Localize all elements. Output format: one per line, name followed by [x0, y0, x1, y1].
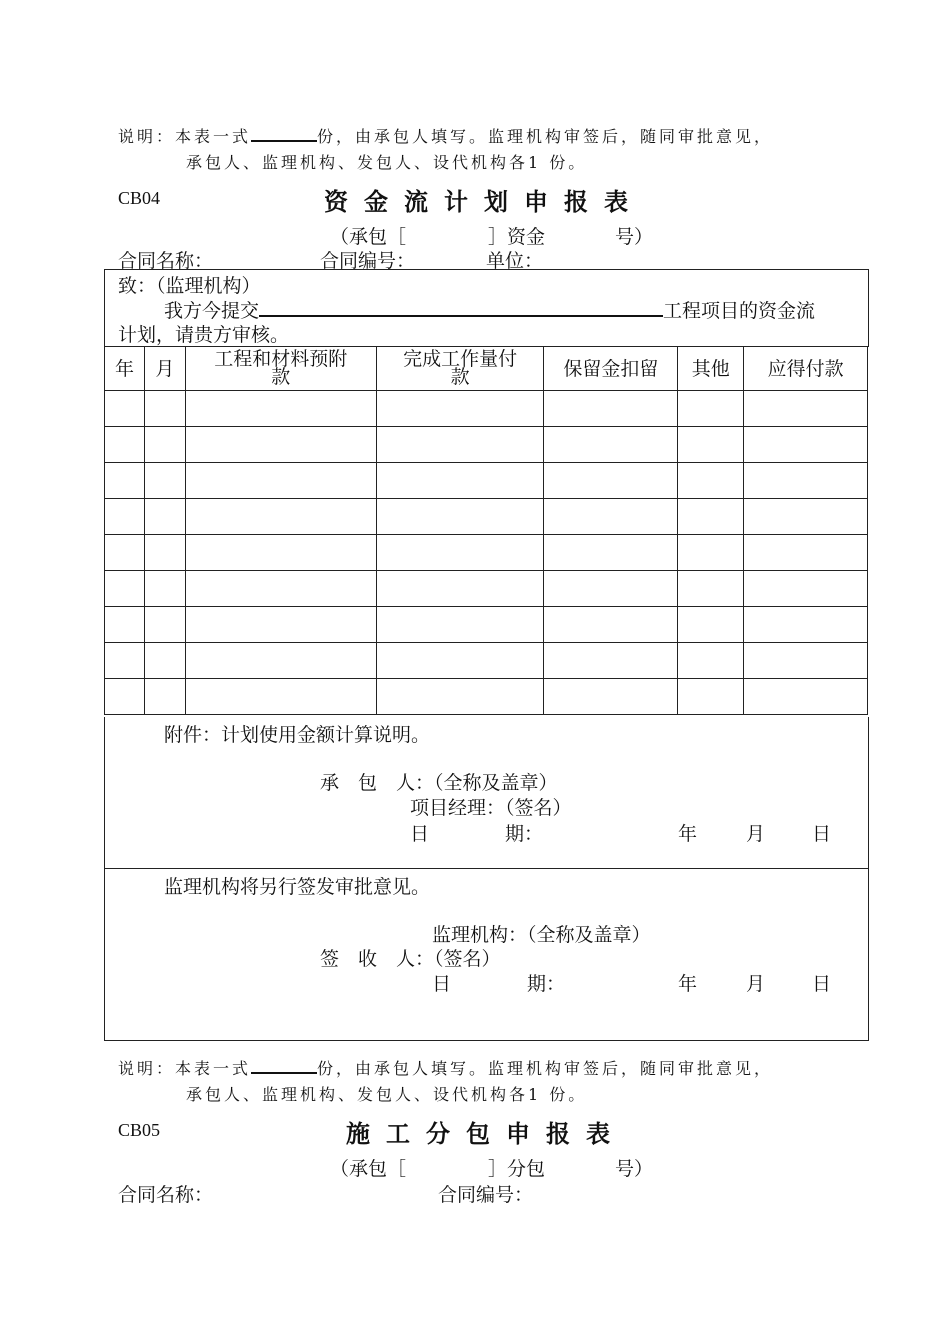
table-cell[interactable]	[544, 643, 678, 679]
col-payable: 应得付款	[744, 347, 868, 391]
table-cell[interactable]	[678, 571, 744, 607]
table-cell[interactable]	[144, 499, 185, 535]
table-cell[interactable]	[105, 679, 145, 715]
date2-month: 月	[746, 973, 766, 995]
table-cell[interactable]	[544, 607, 678, 643]
form-subtitle: （承包［ ］资金 号）	[330, 226, 654, 248]
table-row	[105, 571, 868, 607]
table-cell[interactable]	[544, 499, 678, 535]
table-cell[interactable]	[376, 571, 544, 607]
table-cell[interactable]	[105, 607, 145, 643]
attachment-note: 附件：计划使用金额计算说明。	[164, 724, 431, 746]
supervisor-note: 监理机构将另行签发审批意见。	[164, 876, 431, 898]
supervisor-label: 监理机构：（全称及盖章）	[432, 924, 651, 946]
date1-day: 日	[812, 823, 832, 845]
form2-subtitle: （承包［ ］分包 号）	[330, 1158, 654, 1180]
table-cell[interactable]	[144, 535, 185, 571]
table-cell[interactable]	[144, 679, 185, 715]
pm-label: 项目经理：（签名）	[410, 797, 572, 819]
col-retention: 保留金扣留	[544, 347, 678, 391]
table-cell[interactable]	[744, 463, 868, 499]
col-other: 其他	[678, 347, 744, 391]
date1-label: 日 期：	[410, 823, 544, 845]
to-label: 致：（监理机构）	[118, 275, 261, 297]
col-work-payment: 完成工作量付款	[376, 347, 544, 391]
bottom-note-line2: 承包人、监理机构、发包人、设代机构各1 份。	[186, 1085, 588, 1104]
table-cell[interactable]	[144, 571, 185, 607]
project-name-blank[interactable]	[259, 301, 663, 317]
table-cell[interactable]	[544, 535, 678, 571]
table-cell[interactable]	[105, 391, 145, 427]
table-cell[interactable]	[144, 643, 185, 679]
table-row	[105, 535, 868, 571]
table-cell[interactable]	[185, 391, 376, 427]
table-cell[interactable]	[185, 463, 376, 499]
table-cell[interactable]	[544, 391, 678, 427]
date2-year: 年	[678, 973, 698, 995]
table-cell[interactable]	[105, 643, 145, 679]
form2-contract-name-label: 合同名称：	[118, 1184, 214, 1206]
table-cell[interactable]	[185, 535, 376, 571]
form2-contract-no-label: 合同编号：	[438, 1184, 534, 1206]
top-note-line1: 说明：本表一式 份，由承包人填写。监理机构审签后，随同审批意见，	[118, 127, 774, 146]
col-advance: 工程和材料预附款	[185, 347, 376, 391]
table-cell[interactable]	[376, 463, 544, 499]
table-row	[105, 463, 868, 499]
table-cell[interactable]	[185, 499, 376, 535]
table-row	[105, 643, 868, 679]
table-cell[interactable]	[678, 643, 744, 679]
table-cell[interactable]	[744, 427, 868, 463]
table-cell[interactable]	[744, 571, 868, 607]
table-cell[interactable]	[544, 427, 678, 463]
top-note-line2: 承包人、监理机构、发包人、设代机构各1 份。	[186, 153, 588, 172]
copies-blank-2[interactable]	[251, 1058, 317, 1074]
table-cell[interactable]	[678, 427, 744, 463]
table-cell[interactable]	[185, 679, 376, 715]
table-cell[interactable]	[376, 607, 544, 643]
receiver-label: 签 收 人：（签名）	[320, 948, 501, 970]
form2-title: 施工分包申报表	[346, 1119, 626, 1148]
contract-name-label: 合同名称：	[118, 250, 214, 272]
form-code: CB04	[118, 188, 161, 208]
table-cell[interactable]	[376, 643, 544, 679]
date2-day: 日	[812, 973, 832, 995]
table-cell[interactable]	[744, 679, 868, 715]
table-cell[interactable]	[185, 607, 376, 643]
table-cell[interactable]	[105, 499, 145, 535]
table-cell[interactable]	[544, 571, 678, 607]
table-cell[interactable]	[678, 499, 744, 535]
table-cell[interactable]	[544, 679, 678, 715]
table-cell[interactable]	[376, 535, 544, 571]
table-cell[interactable]	[105, 463, 145, 499]
bottom-note-line1: 说明：本表一式 份，由承包人填写。监理机构审签后，随同审批意见，	[118, 1059, 774, 1078]
table-cell[interactable]	[744, 535, 868, 571]
table-cell[interactable]	[544, 463, 678, 499]
table-header-row	[105, 347, 868, 391]
table-cell[interactable]	[678, 607, 744, 643]
table-cell[interactable]	[185, 427, 376, 463]
table-row	[105, 391, 868, 427]
unit-label: 单位：	[486, 250, 544, 272]
table-cell[interactable]	[185, 571, 376, 607]
copies-blank[interactable]	[251, 126, 317, 142]
form-title: 资金流计划申报表	[324, 187, 644, 216]
table-cell[interactable]	[185, 643, 376, 679]
contractor-label: 承 包 人：（全称及盖章）	[320, 772, 558, 794]
table-cell[interactable]	[678, 463, 744, 499]
table-cell[interactable]	[376, 391, 544, 427]
table-cell[interactable]	[144, 391, 185, 427]
table-cell[interactable]	[105, 427, 145, 463]
col-month: 月	[144, 347, 185, 391]
table-cell[interactable]	[105, 571, 145, 607]
col-year: 年	[105, 347, 145, 391]
date2-label: 日 期：	[432, 973, 566, 995]
table-cell[interactable]	[678, 535, 744, 571]
table-cell[interactable]	[376, 679, 544, 715]
table-cell[interactable]	[678, 679, 744, 715]
table-row	[105, 427, 868, 463]
form2-code: CB05	[118, 1120, 161, 1140]
cashflow-table	[104, 346, 868, 715]
table-cell[interactable]	[376, 499, 544, 535]
contract-no-label: 合同编号：	[320, 250, 416, 272]
table-cell[interactable]	[744, 643, 868, 679]
table-cell[interactable]	[105, 535, 145, 571]
table-cell[interactable]	[744, 391, 868, 427]
date1-month: 月	[746, 823, 766, 845]
submit-line2: 计划，请贵方审核。	[118, 324, 290, 346]
table-cell[interactable]	[144, 463, 185, 499]
table-cell[interactable]	[744, 499, 868, 535]
table-cell[interactable]	[744, 607, 868, 643]
table-row	[105, 607, 868, 643]
table-cell[interactable]	[376, 427, 544, 463]
submit-line: 我方今提交 工程项目的资金流	[164, 300, 816, 322]
table-cell[interactable]	[678, 391, 744, 427]
table-row	[105, 499, 868, 535]
table-row	[105, 679, 868, 715]
table-cell[interactable]	[144, 607, 185, 643]
date1-year: 年	[678, 823, 698, 845]
table-cell[interactable]	[144, 427, 185, 463]
